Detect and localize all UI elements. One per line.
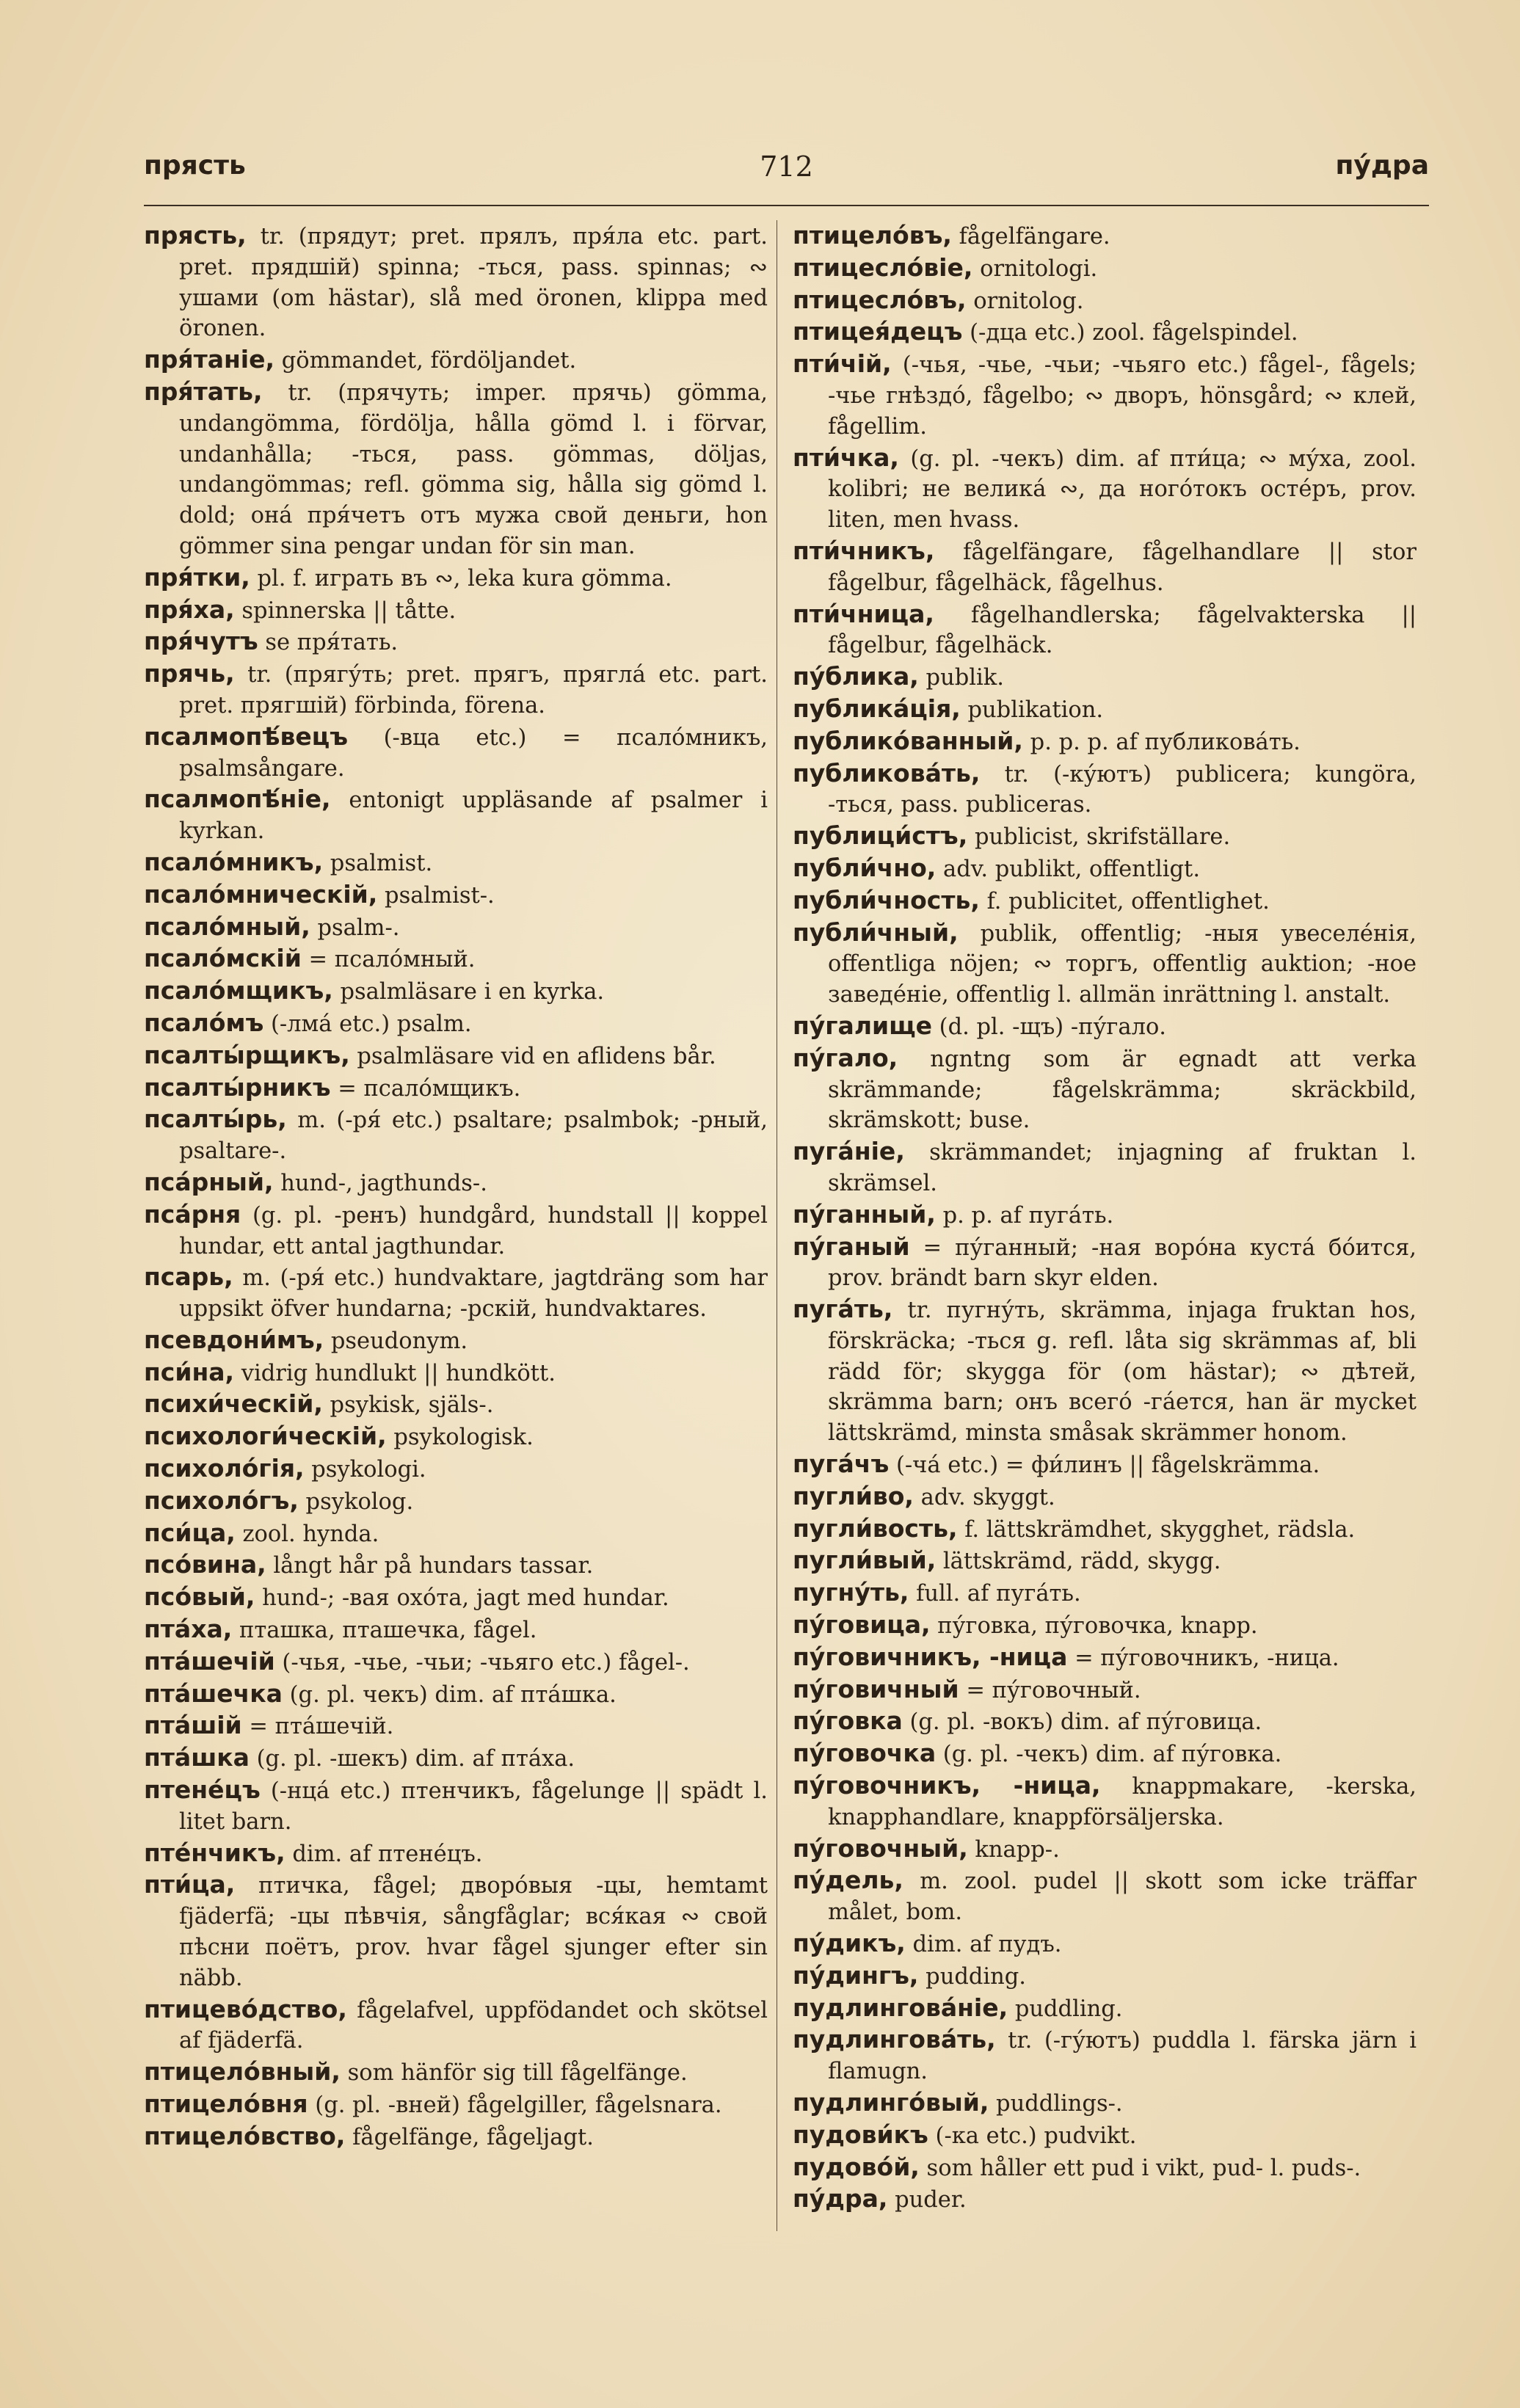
entry-headword: пуга́ніе, bbox=[793, 1137, 905, 1166]
dictionary-entry bbox=[793, 2152, 1417, 2184]
entry-definition: (-ча́ etc.) = фи́линъ || fågelskrämma. bbox=[889, 1452, 1320, 1479]
entry-definition: (g. pl. чекъ) dim. af пта́шка. bbox=[282, 1681, 617, 1708]
entry-headword: пу́говочникъ, -ница, bbox=[793, 1771, 1101, 1800]
entry-definition: pseudonym. bbox=[324, 1328, 468, 1354]
entry-definition: = пта́шечій. bbox=[241, 1714, 394, 1740]
entry-definition: spinnerska || tåtte. bbox=[234, 597, 457, 624]
entry-definition: p. p. p. af публикова́ть. bbox=[1022, 729, 1301, 755]
dictionary-entry bbox=[144, 1357, 768, 1389]
entry-definition: = псало́мный. bbox=[301, 947, 476, 973]
entry-definition: hund-, jagthunds-. bbox=[273, 1170, 487, 1196]
dictionary-entry bbox=[144, 594, 768, 627]
dictionary-entry bbox=[144, 2089, 768, 2121]
dictionary-entry bbox=[793, 1136, 1417, 1199]
dictionary-entry bbox=[793, 1833, 1417, 1866]
entry-definition: se пря́тать. bbox=[258, 630, 399, 656]
entry-definition: tr. (прядут; pret. прялъ, пря́ла etc. part. pret. прядшій) spinna; -ться, pass. spinnas; ∾ ушами (om hästar), slå med öronen, klippa med öronen. bbox=[179, 224, 768, 342]
dictionary-entry bbox=[793, 536, 1417, 599]
dictionary-entry bbox=[793, 1993, 1417, 2025]
dictionary-entry bbox=[144, 562, 768, 594]
entry-headword: пудови́къ bbox=[793, 2120, 928, 2149]
entry-definition: fågelhandlerska; fågelvakterska || fågelbur, fågelhäck. bbox=[828, 602, 1417, 659]
dictionary-entry bbox=[793, 599, 1417, 662]
entry-headword: псо́вина, bbox=[144, 1550, 266, 1579]
dictionary-entry bbox=[793, 443, 1417, 536]
dictionary-entry bbox=[144, 879, 768, 912]
entry-definition: (g. pl. -чекъ) dim. af пу́говка. bbox=[936, 1742, 1282, 1768]
entry-definition: adv. publikt, offentligt. bbox=[936, 856, 1201, 882]
entry-headword: птицело́вный, bbox=[144, 2057, 341, 2087]
entry-headword: пу́гало, bbox=[793, 1043, 898, 1072]
entry-headword: пу́говица, bbox=[793, 1610, 931, 1640]
entry-headword: птене́цъ bbox=[144, 1775, 261, 1805]
entry-headword: пта́шка bbox=[144, 1743, 250, 1772]
dictionary-entry bbox=[144, 1869, 768, 1993]
entry-definition: = пу́говочный. bbox=[959, 1677, 1141, 1703]
entry-definition: långt hår på hundars tassar. bbox=[266, 1553, 594, 1579]
dictionary-entry bbox=[144, 721, 768, 785]
entry-definition: (g. pl. -вней) fågelgiller, fågelsnara. bbox=[308, 2092, 722, 2119]
dictionary-entry bbox=[144, 1325, 768, 1357]
entry-definition: m. (-ря́ etc.) psaltare; psalmbok; -рный, psaltare-. bbox=[179, 1107, 768, 1165]
entry-headword: псало́мническій, bbox=[144, 879, 378, 909]
entry-headword: публи́чность, bbox=[793, 885, 980, 914]
entry-definition: fågelfänge, fågeljagt. bbox=[345, 2124, 594, 2150]
entry-headword: пу́блика, bbox=[793, 662, 919, 691]
entry-headword: публи́чно, bbox=[793, 853, 937, 882]
dictionary-entry bbox=[144, 1678, 768, 1711]
entry-definition: пу́говка, пу́говочка, knapp. bbox=[930, 1613, 1258, 1640]
entry-definition: (-нца́ etc.) птенчикъ, fågelunge || spädt l. litet barn. bbox=[179, 1778, 768, 1835]
dictionary-entry bbox=[144, 377, 768, 562]
entry-definition: publik, offentlig; -ныя увеселе́нія, offentliga nöjen; ∾ торгъ, offentlig auktion; -ное заведе́ніе, offentlig l. allmän inrättning l. anstalt. bbox=[828, 920, 1417, 1008]
entry-headword: пу́ганый bbox=[793, 1232, 910, 1261]
entry-definition: tr. (прягу́ть; pret. прягъ, прягла́ etc. part. pret. прягшій) förbinda, förena. bbox=[179, 662, 768, 719]
entry-headword: пта́ха, bbox=[144, 1615, 233, 1644]
entry-headword: пуга́чъ bbox=[793, 1449, 890, 1479]
entry-headword: пудлинго́вый, bbox=[793, 2088, 989, 2117]
entry-definition: пташка, пташечка, fågel. bbox=[232, 1618, 537, 1644]
entry-headword: психологи́ческій, bbox=[144, 1422, 387, 1451]
dictionary-entry bbox=[144, 1072, 768, 1105]
entry-headword: псалты́рь, bbox=[144, 1105, 287, 1134]
entry-definition: f. publicitet, offentlighet. bbox=[979, 888, 1270, 914]
entry-definition: (-чья, -чье, -чьи; -чьяго etc.) fågel-, fågels; -чье гнѣздо́, fågelbo; ∾ дворъ, hönsgård; ∾ клей, fågellim. bbox=[828, 352, 1417, 440]
dictionary-entry bbox=[144, 1549, 768, 1582]
dictionary-entry bbox=[144, 1199, 768, 1262]
entry-headword: пу́дра, bbox=[793, 2184, 888, 2214]
entry-headword: психи́ческій, bbox=[144, 1389, 323, 1419]
dictionary-entry bbox=[793, 220, 1417, 252]
dictionary-entry bbox=[793, 1481, 1417, 1513]
dictionary-entry bbox=[144, 344, 768, 377]
dictionary-entry bbox=[793, 285, 1417, 317]
header-rule bbox=[144, 205, 1429, 206]
entry-headword: пудлингова́ніе, bbox=[793, 1993, 1008, 2022]
entry-definition: psalmist. bbox=[323, 850, 433, 876]
entry-definition: tr. пугну́ть, skrämma, injaga fruktan hos, förskräcka; -ться g. refl. låta sig skrämmas af, bli rädd för; skygga för (om hästar); ∾ дѣтей, skrämma barn; онъ всего́ -га́ется, han är mycket lättskrämd, minsta småsak skrämmer honom. bbox=[828, 1298, 1417, 1447]
left-column bbox=[144, 220, 768, 2153]
entry-headword: псалты́рщикъ, bbox=[144, 1040, 350, 1069]
dictionary-entry bbox=[144, 1994, 768, 2057]
entry-definition: psykologi. bbox=[304, 1457, 426, 1483]
entry-definition: m. (-ря́ etc.) hundvaktare, jagtdräng som har uppsikt öfver hundarna; -рскій, hundvaktares. bbox=[179, 1265, 768, 1323]
entry-definition: knappmakare, -kerska, knapphandlare, knappförsäljerska. bbox=[828, 1774, 1417, 1830]
entry-definition: fågelfängare, fågelhandlare || stor fågelbur, fågelhäck, fågelhus. bbox=[828, 539, 1417, 596]
entry-headword: псало́мъ bbox=[144, 1008, 264, 1037]
entry-headword: пудлингова́ть, bbox=[793, 2025, 996, 2054]
entry-definition: entonigt uppläsande af psalmer i kyrkan. bbox=[179, 787, 768, 845]
entry-definition: ornitolog. bbox=[966, 288, 1084, 314]
entry-definition: птичка, fågel; дворо́выя -цы, hemtamt fjäderfä; -цы пѣвчія, sångfåglar; вся́кая ∾ свой пѣсни поётъ, prov. hvar fågel sjunger efter sin näbb. bbox=[179, 1873, 768, 1991]
entry-definition: fågelfängare. bbox=[951, 224, 1110, 250]
entry-definition: skrämmandet; injagning af fruktan l. skrämsel. bbox=[828, 1140, 1417, 1196]
page-number: 712 bbox=[760, 150, 813, 183]
entry-definition: (g. pl. -чекъ) dim. af пти́ца; ∾ му́ха, zool. kolibri; не велика́ ∾, да ного́токъ осте́ръ, prov. liten, men hvass. bbox=[828, 445, 1417, 534]
entry-definition: som håller ett pud i vikt, pud- l. puds-. bbox=[919, 2155, 1361, 2181]
dictionary-entry bbox=[144, 1646, 768, 1678]
entry-definition: vidrig hundlukt || hundkött. bbox=[234, 1360, 556, 1386]
dictionary-entry bbox=[144, 1008, 768, 1040]
dictionary-entry bbox=[793, 1865, 1417, 1928]
dictionary-entry bbox=[793, 661, 1417, 694]
entry-definition: som hänför sig till fågelfänge. bbox=[340, 2060, 688, 2087]
dictionary-entry bbox=[144, 1582, 768, 1614]
dictionary-entry bbox=[793, 1449, 1417, 1481]
entry-headword: пси́ца, bbox=[144, 1518, 236, 1547]
entry-headword: пу́дель, bbox=[793, 1866, 903, 1895]
entry-definition: m. zool. pudel || skott som icke träffar målet, bom. bbox=[828, 1869, 1417, 1926]
dictionary-entry bbox=[144, 1262, 768, 1325]
entry-definition: psalmläsare i en kyrka. bbox=[332, 979, 605, 1005]
dictionary-entry bbox=[793, 349, 1417, 442]
entry-definition: publik. bbox=[918, 665, 1004, 691]
entry-definition: psykologisk. bbox=[386, 1425, 534, 1451]
entry-headword: птицело́въ, bbox=[793, 221, 952, 250]
entry-headword: пу́говка bbox=[793, 1706, 903, 1736]
dictionary-entry bbox=[793, 2120, 1417, 2152]
entry-definition: (-ка etc.) pudvikt. bbox=[928, 2123, 1137, 2149]
dictionary-entry bbox=[793, 2024, 1417, 2087]
entry-definition: tr. (-гу́ютъ) puddla l. färska järn i flamugn. bbox=[828, 2028, 1417, 2085]
dictionary-entry bbox=[144, 1518, 768, 1550]
dictionary-entry bbox=[144, 1167, 768, 1199]
entry-headword: пу́дингъ, bbox=[793, 1960, 919, 1990]
entry-headword: птицело́вня bbox=[144, 2089, 308, 2119]
page-header bbox=[144, 150, 1429, 194]
dictionary-entry bbox=[793, 1199, 1417, 1232]
entry-headword: пугли́во, bbox=[793, 1481, 914, 1510]
dictionary-entry bbox=[144, 943, 768, 975]
entry-headword: пря́таніе, bbox=[144, 345, 275, 374]
dictionary-entry bbox=[144, 658, 768, 721]
entry-definition: psalmist-. bbox=[377, 882, 495, 909]
entry-headword: пу́дикъ, bbox=[793, 1929, 906, 1958]
entry-definition: f. lättskrämdhet, skygghet, rädsla. bbox=[957, 1516, 1356, 1543]
entry-headword: псалмопѣ́вецъ bbox=[144, 721, 349, 751]
dictionary-entry bbox=[144, 1453, 768, 1485]
entry-definition: (-лма́ etc.) psalm. bbox=[263, 1011, 472, 1037]
entry-definition: psalmläsare vid en aflidens bår. bbox=[349, 1043, 716, 1069]
entry-definition: puddling. bbox=[1008, 1996, 1123, 2022]
entry-headword: пу́говочный, bbox=[793, 1833, 968, 1863]
entry-definition: dim. af птене́цъ. bbox=[285, 1841, 483, 1867]
entry-headword: псевдони́мъ, bbox=[144, 1325, 324, 1354]
entry-headword: псарь, bbox=[144, 1262, 233, 1292]
entry-definition: (d. pl. -щъ) -пу́гало. bbox=[931, 1014, 1166, 1040]
entry-headword: пу́говичный bbox=[793, 1674, 959, 1703]
entry-headword: псо́вый, bbox=[144, 1582, 255, 1612]
entry-definition: (g. pl. -шекъ) dim. af пта́ха. bbox=[249, 1746, 575, 1772]
entry-definition: psalm-. bbox=[310, 914, 400, 941]
entry-headword: пугли́вый, bbox=[793, 1546, 937, 1575]
entry-headword: пте́нчикъ, bbox=[144, 1838, 286, 1867]
entry-definition: pudding. bbox=[918, 1963, 1026, 1990]
entry-headword: пугли́вость, bbox=[793, 1513, 958, 1543]
entry-headword: пря́тки, bbox=[144, 562, 250, 592]
entry-headword: публико́ванный, bbox=[793, 726, 1023, 755]
dictionary-entry bbox=[793, 1770, 1417, 1833]
entry-definition: publicist, skrifställare. bbox=[967, 824, 1231, 851]
dictionary-entry bbox=[793, 1513, 1417, 1546]
entry-definition: adv. skyggt. bbox=[913, 1484, 1055, 1510]
entry-headword: пу́говочка bbox=[793, 1739, 937, 1768]
dictionary-entry bbox=[793, 694, 1417, 726]
dictionary-entry bbox=[793, 1011, 1417, 1043]
entry-headword: псалты́рникъ bbox=[144, 1072, 331, 1102]
dictionary-entry bbox=[793, 1674, 1417, 1706]
entry-headword: прясть, bbox=[144, 221, 247, 250]
dictionary-entry bbox=[793, 1738, 1417, 1770]
dictionary-entry bbox=[793, 821, 1417, 853]
dictionary-entry bbox=[144, 1485, 768, 1518]
entry-definition: = псало́мщикъ. bbox=[330, 1075, 521, 1102]
entry-headword: прячь, bbox=[144, 659, 235, 688]
right-column bbox=[793, 220, 1417, 2216]
dictionary-entry bbox=[144, 1389, 768, 1421]
entry-definition: pl. f. играть въ ∾, leka kura gömma. bbox=[250, 565, 672, 592]
entry-headword: пу́говичникъ, -ница bbox=[793, 1642, 1068, 1671]
entry-headword: пси́на, bbox=[144, 1357, 235, 1386]
dictionary-entry bbox=[793, 1577, 1417, 1609]
entry-definition: (g. pl. -ренъ) hundgård, hundstall || koppel hundar, ett antal jagthundar. bbox=[179, 1202, 768, 1259]
running-head-left: прясть bbox=[144, 150, 246, 181]
entry-headword: пудово́й, bbox=[793, 2152, 920, 2181]
dictionary-entry bbox=[793, 1232, 1417, 1295]
entry-headword: пти́чница, bbox=[793, 599, 934, 628]
dictionary-entry bbox=[144, 1710, 768, 1742]
entry-headword: пти́чій, bbox=[793, 349, 892, 379]
entry-definition: gömmandet, fördöljandet. bbox=[274, 348, 577, 374]
entry-headword: пугну́ть, bbox=[793, 1578, 909, 1607]
dictionary-entry bbox=[144, 912, 768, 944]
dictionary-entry bbox=[793, 1043, 1417, 1136]
entry-headword: пря́чутъ bbox=[144, 627, 258, 656]
entry-headword: птицесло́віе, bbox=[793, 252, 973, 282]
entry-headword: психоло́гъ, bbox=[144, 1485, 299, 1515]
entry-headword: пта́шій bbox=[144, 1711, 242, 1740]
entry-headword: птицево́дство, bbox=[144, 1994, 347, 2023]
entry-headword: пу́ганный, bbox=[793, 1199, 936, 1229]
entry-headword: публици́стъ, bbox=[793, 821, 968, 851]
dictionary-entry bbox=[793, 1609, 1417, 1642]
entry-headword: психоло́гія, bbox=[144, 1454, 305, 1483]
entry-headword: псало́мный, bbox=[144, 912, 310, 941]
entry-definition: full. af пуга́ть. bbox=[909, 1581, 1081, 1607]
dictionary-entry bbox=[144, 2121, 768, 2153]
entry-headword: пса́рня bbox=[144, 1199, 241, 1229]
dictionary-entry bbox=[793, 853, 1417, 885]
entry-headword: пти́ца, bbox=[144, 1870, 236, 1899]
entry-definition: psykisk, själs-. bbox=[322, 1392, 494, 1419]
entry-definition: (-чья, -чье, -чьи; -чьяго etc.) fågel-. bbox=[274, 1649, 690, 1676]
entry-definition: = пу́ганный; -ная воро́на куста́ бо́ится, prov. brändt barn skyr elden. bbox=[828, 1234, 1417, 1292]
entry-definition: p. p. af пуга́ть. bbox=[935, 1202, 1114, 1229]
dictionary-entry bbox=[793, 758, 1417, 821]
dictionary-entry bbox=[144, 1421, 768, 1453]
dictionary-entry bbox=[793, 2183, 1417, 2216]
entry-headword: публи́чный, bbox=[793, 917, 959, 947]
running-head-right: пу́дра bbox=[1335, 150, 1429, 181]
entry-headword: пта́шечій bbox=[144, 1646, 275, 1676]
entry-definition: knapp-. bbox=[967, 1836, 1060, 1863]
entry-headword: птицея́децъ bbox=[793, 317, 963, 346]
dictionary-entry bbox=[793, 1706, 1417, 1738]
dictionary-entry bbox=[793, 2087, 1417, 2120]
entry-headword: пуга́ть, bbox=[793, 1295, 893, 1324]
dictionary-entry bbox=[144, 1104, 768, 1167]
dictionary-entry bbox=[144, 220, 768, 344]
dictionary-entry bbox=[793, 726, 1417, 758]
entry-headword: пти́чникъ, bbox=[793, 536, 935, 565]
entry-headword: птицесло́въ, bbox=[793, 285, 967, 314]
entry-headword: псало́мскій bbox=[144, 944, 302, 973]
entry-definition: lättskrämd, rädd, skygg. bbox=[936, 1549, 1221, 1575]
entry-definition: hund-; -вая охо́та, jagt med hundar. bbox=[255, 1585, 669, 1612]
entry-definition: publikation. bbox=[960, 696, 1104, 723]
entry-headword: псалмопѣ́ніе, bbox=[144, 785, 331, 814]
dictionary-entry bbox=[793, 1545, 1417, 1577]
dictionary-entry bbox=[144, 1775, 768, 1838]
entry-definition: puder. bbox=[887, 2187, 967, 2214]
dictionary-entry bbox=[793, 1960, 1417, 1993]
entry-headword: пу́галище bbox=[793, 1011, 932, 1040]
entry-definition: fågelafvel, uppfödandet och skötsel af fjäderfä. bbox=[179, 1997, 768, 2054]
entry-definition: dim. af пудъ. bbox=[905, 1932, 1062, 1958]
entry-definition: ornitologi. bbox=[972, 255, 1098, 282]
dictionary-entry bbox=[793, 885, 1417, 917]
entry-headword: птицело́вство, bbox=[144, 2121, 346, 2150]
entry-definition: (-вца etc.) = псало́мникъ, psalmsångare. bbox=[179, 724, 768, 782]
dictionary-entry bbox=[144, 1838, 768, 1870]
dictionary-entry bbox=[144, 847, 768, 879]
entry-headword: пря́ха, bbox=[144, 594, 235, 624]
entry-definition: (-дца etc.) zool. fågelspindel. bbox=[962, 320, 1298, 346]
entry-headword: псало́мникъ, bbox=[144, 847, 324, 876]
dictionary-entry bbox=[144, 626, 768, 658]
entry-headword: публика́ція, bbox=[793, 694, 961, 723]
dictionary-entry bbox=[793, 316, 1417, 349]
entry-headword: псало́мщикъ, bbox=[144, 976, 333, 1005]
dictionary-entry bbox=[793, 1928, 1417, 1960]
dictionary-entry bbox=[144, 2056, 768, 2089]
entry-headword: пти́чка, bbox=[793, 443, 899, 472]
entry-definition: = пу́говочникъ, -ница. bbox=[1067, 1645, 1339, 1671]
entry-headword: публикова́ть, bbox=[793, 758, 981, 787]
entry-definition: tr. (прячуть; imper. прячь) gömma, undangömma, fördölja, hålla gömd l. i förvar, undanhålla; -ться, pass. gömmas, döljas, undangömmas; refl. gömma sig, hålla sig gömd l. dold; она́ пря́четъ отъ мужа свой деньги, hon gömmer sina pengar undan för sin man. bbox=[179, 379, 768, 559]
entry-definition: puddlings-. bbox=[989, 2091, 1123, 2117]
entry-definition: (g. pl. -вокъ) dim. af пу́говица. bbox=[902, 1709, 1262, 1736]
entry-headword: пря́тать, bbox=[144, 377, 263, 406]
entry-headword: пса́рный, bbox=[144, 1167, 274, 1196]
dictionary-entry bbox=[793, 252, 1417, 285]
dictionary-entry bbox=[793, 1642, 1417, 1674]
entry-definition: zool. hynda. bbox=[235, 1521, 379, 1547]
entry-definition: ngntng som är egnadt att verka skrämmande; fågelskrämma; skräckbild, skrämskott; buse. bbox=[828, 1046, 1417, 1134]
dictionary-entry bbox=[144, 1614, 768, 1646]
dictionary-entry bbox=[144, 1040, 768, 1072]
dictionary-entry bbox=[793, 917, 1417, 1011]
dictionary-entry bbox=[144, 1742, 768, 1775]
entry-headword: пта́шечка bbox=[144, 1678, 283, 1708]
entry-definition: psykolog. bbox=[298, 1488, 414, 1515]
dictionary-entry bbox=[144, 784, 768, 847]
entry-definition: tr. (-ку́ютъ) publicera; kungöra, -ться, pass. publiceras. bbox=[828, 761, 1417, 818]
dictionary-entry bbox=[144, 975, 768, 1008]
dictionary-entry bbox=[793, 1294, 1417, 1449]
